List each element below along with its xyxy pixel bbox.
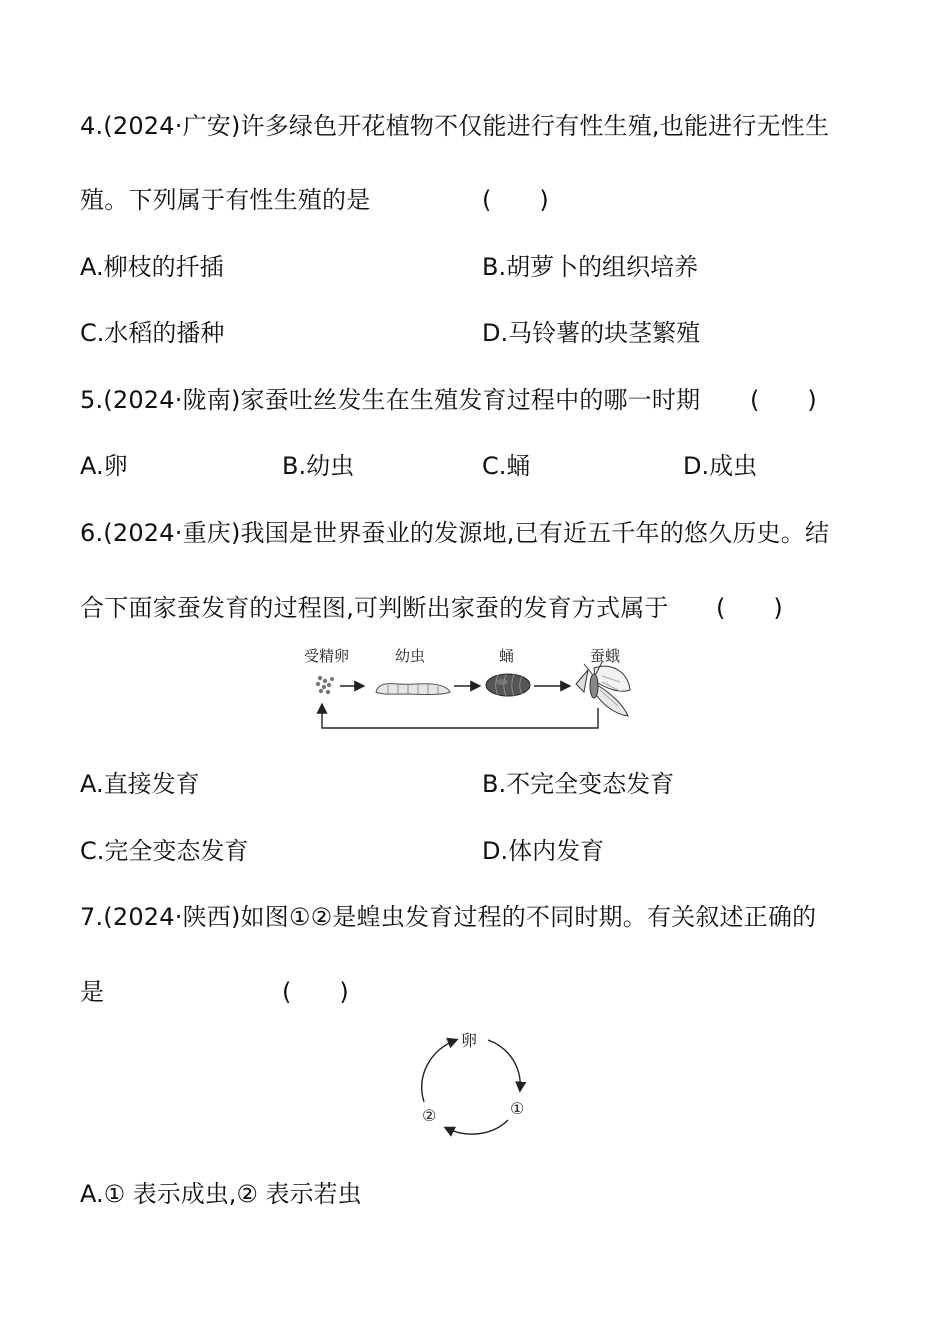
stage-label-moth: 蚕蛾 <box>590 647 621 665</box>
pupa-icon <box>486 674 530 696</box>
q7-option-a: A.① 表示成虫,② 表示若虫 <box>80 1180 362 1208</box>
silkworm-lifecycle-figure <box>298 642 643 734</box>
q5-stem: 5.(2024·陇南)家蚕吐丝发生在生殖发育过程中的哪一时期 <box>80 386 701 414</box>
q4-answer-blank: ( ) <box>482 186 549 214</box>
q4-option-a: A.柳枝的扦插 <box>80 253 224 281</box>
q6-stem-line1: 6.(2024·重庆)我国是世界蚕业的发源地,已有近五千年的悠久历史。结 <box>80 519 830 547</box>
moth-icon <box>576 662 630 716</box>
q6-option-c: C.完全变态发育 <box>80 837 249 865</box>
q5-option-a: A.卵 <box>80 452 128 480</box>
q4-option-c: C.水稻的播种 <box>80 319 225 347</box>
arrow-stage-1-to-stage-2 <box>446 1120 508 1134</box>
cycle-label-stage-2: ② <box>422 1106 437 1125</box>
q7-stem-line2: 是 <box>80 978 105 1006</box>
q4-option-d: D.马铃薯的块茎繁殖 <box>482 319 701 347</box>
q6-option-b: B.不完全变态发育 <box>482 770 675 798</box>
stage-label-fertilized-egg: 受精卵 <box>304 647 350 665</box>
q5-answer-blank: ( ) <box>750 386 817 414</box>
q5-option-b: B.幼虫 <box>282 452 355 480</box>
cycle-label-stage-1: ① <box>510 1099 525 1118</box>
q4-option-b: B.胡萝卜的组织培养 <box>482 253 699 281</box>
arrow-stage-2-to-egg <box>422 1040 456 1102</box>
q6-answer-blank: ( ) <box>716 594 783 622</box>
q6-option-a: A.直接发育 <box>80 770 200 798</box>
arrow-moth-to-egg <box>322 704 598 728</box>
stage-label-pupa: 蛹 <box>499 647 515 665</box>
locust-lifecycle-figure <box>408 1024 538 1142</box>
q5-option-d: D.成虫 <box>683 452 758 480</box>
eggs-icon <box>316 676 334 694</box>
q7-stem-line1: 7.(2024·陕西)如图①②是蝗虫发育过程的不同时期。有关叙述正确的 <box>80 903 817 931</box>
q6-option-d: D.体内发育 <box>482 837 605 865</box>
larva-icon <box>376 684 450 695</box>
q4-stem-line1: 4.(2024·广安)许多绿色开花植物不仅能进行有性生殖,也能进行无性生 <box>80 112 830 140</box>
q5-option-c: C.蛹 <box>482 452 531 480</box>
q6-stem-line2: 合下面家蚕发育的过程图,可判断出家蚕的发育方式属于 <box>80 594 669 622</box>
cycle-label-egg: 卵 <box>461 1031 478 1050</box>
q7-answer-blank: ( ) <box>282 978 349 1006</box>
q4-stem-line2: 殖。下列属于有性生殖的是 <box>80 186 371 214</box>
stage-label-larva: 幼虫 <box>395 647 426 665</box>
arrow-egg-to-stage-1 <box>488 1040 520 1090</box>
